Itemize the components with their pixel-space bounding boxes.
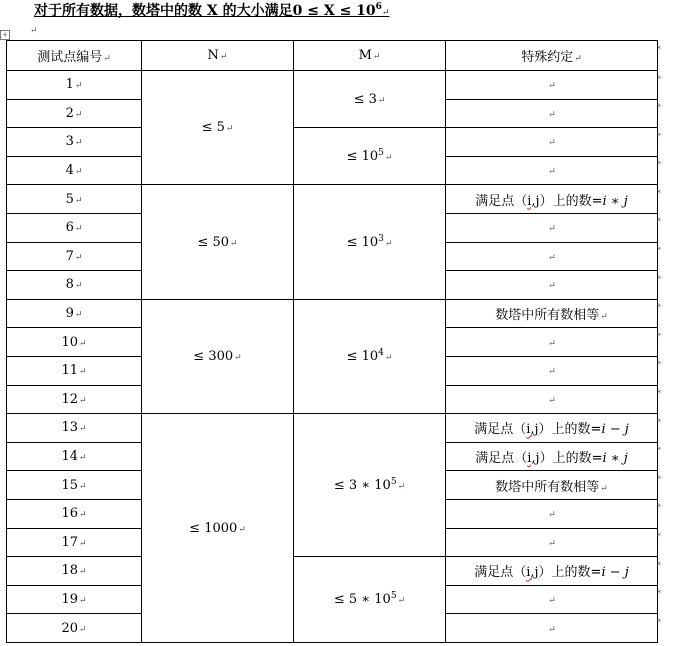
table-row: [7, 557, 658, 586]
row-end-mark: *: [657, 503, 661, 513]
special-cell: ↵: [446, 614, 658, 643]
row-end-mark: *: [657, 389, 661, 399]
row-end-mark: *: [657, 103, 661, 113]
test-id-cell: 3↵: [7, 128, 142, 157]
table-header-row: [7, 41, 658, 71]
row-end-mark: *: [657, 303, 661, 313]
special-cell: 数塔中所有数相等↵: [446, 299, 658, 328]
m-group-cell: ≤ 3 ∗ $10^5↵$: [294, 414, 446, 557]
m-group-cell: ≤ $10^4↵$: [294, 299, 446, 413]
special-cell: ↵: [446, 71, 658, 100]
test-id-cell: 18↵: [7, 557, 142, 586]
row-end-mark: *: [657, 589, 661, 599]
row-end-mark: *: [657, 274, 661, 284]
test-point-table: [6, 40, 658, 643]
test-id-cell: 5↵: [7, 185, 142, 214]
special-cell: ↵: [446, 213, 658, 242]
row-end-mark: *: [657, 246, 661, 256]
special-cell: ↵: [446, 356, 658, 385]
row-end-mark: *: [657, 74, 661, 84]
row-end-mark: *: [657, 44, 661, 54]
test-id-cell: 10↵: [7, 328, 142, 357]
test-id-cell: 11↵: [7, 356, 142, 385]
row-end-mark: *: [657, 474, 661, 484]
test-id-cell: 7↵: [7, 242, 142, 271]
special-cell: ↵: [446, 528, 658, 557]
test-id-cell: 19↵: [7, 585, 142, 614]
header-n: N↵: [142, 41, 294, 71]
special-cell: ↵: [446, 242, 658, 271]
n-group-cell: ≤ 300↵: [142, 299, 294, 413]
row-end-mark: *: [657, 417, 661, 427]
test-id-cell: 2↵: [7, 99, 142, 128]
n-group-cell: ≤ 1000↵: [142, 414, 294, 643]
test-id-cell: 17↵: [7, 528, 142, 557]
header-m: M↵: [294, 41, 446, 71]
test-id-cell: 13↵: [7, 414, 142, 443]
row-end-mark: *: [657, 617, 661, 627]
table-row: [7, 299, 658, 328]
n-group-cell: ≤ 50↵: [142, 185, 294, 299]
special-cell: ↵: [446, 328, 658, 357]
table-row: [7, 414, 658, 443]
paragraph-mark: ↵: [381, 8, 390, 18]
row-end-mark: *: [657, 560, 661, 570]
test-id-cell: 14↵: [7, 442, 142, 471]
test-id-cell: 6↵: [7, 213, 142, 242]
special-cell: ↵: [446, 271, 658, 300]
special-cell: 满足点（i,j）上的数=i − j: [446, 557, 658, 586]
row-end-mark: *: [657, 446, 661, 456]
special-cell: ↵: [446, 99, 658, 128]
special-cell: 满足点（i,j）上的数=i − j: [446, 414, 658, 443]
test-id-cell: 8↵: [7, 271, 142, 300]
m-group-cell: ≤ $10^3↵$: [294, 185, 446, 299]
m-group-cell: ≤ $10^5↵$: [294, 128, 446, 185]
empty-paragraph-mark: ↵: [30, 26, 38, 36]
table-row: [7, 185, 658, 214]
row-end-mark: *: [657, 360, 661, 370]
test-id-cell: 1↵: [7, 71, 142, 100]
special-cell: ↵: [446, 156, 658, 185]
special-cell: 满足点（i,j）上的数=i ∗ j: [446, 442, 658, 471]
row-end-mark: *: [657, 217, 661, 227]
table-row: [7, 71, 658, 100]
n-group-cell: ≤ 5↵: [142, 71, 294, 185]
row-end-mark: *: [657, 188, 661, 198]
row-end-mark: *: [657, 131, 661, 141]
row-end-mark: *: [657, 160, 661, 170]
m-group-cell: ≤ 3↵: [294, 71, 446, 128]
special-cell: 满足点（i,j）上的数=i ∗ j: [446, 185, 658, 214]
test-id-cell: 12↵: [7, 385, 142, 414]
header-test-id: 测试点编号↵: [7, 41, 142, 71]
special-cell: ↵: [446, 499, 658, 528]
special-cell: ↵: [446, 385, 658, 414]
special-cell: ↵: [446, 128, 658, 157]
header-special: 特殊约定↵: [446, 41, 658, 71]
test-id-cell: 20↵: [7, 614, 142, 643]
table-anchor-icon[interactable]: +: [0, 30, 10, 40]
table-row: [7, 128, 658, 157]
row-end-mark: *: [657, 532, 661, 541]
title-superscript: 6: [375, 2, 382, 12]
test-id-cell: 4↵: [7, 156, 142, 185]
row-end-mark: *: [657, 331, 661, 341]
special-cell: ↵: [446, 585, 658, 614]
test-id-cell: 16↵: [7, 499, 142, 528]
test-id-cell: 9↵: [7, 299, 142, 328]
title-text: 对于所有数据，数塔中的数 X 的大小满足0 ≤ X ≤ 10: [34, 3, 376, 19]
special-cell: 数塔中所有数相等↵: [446, 471, 658, 500]
m-group-cell: ≤ 5 ∗ $10^5↵$: [294, 557, 446, 643]
test-id-cell: 15↵: [7, 471, 142, 500]
page-title: [34, 0, 389, 20]
